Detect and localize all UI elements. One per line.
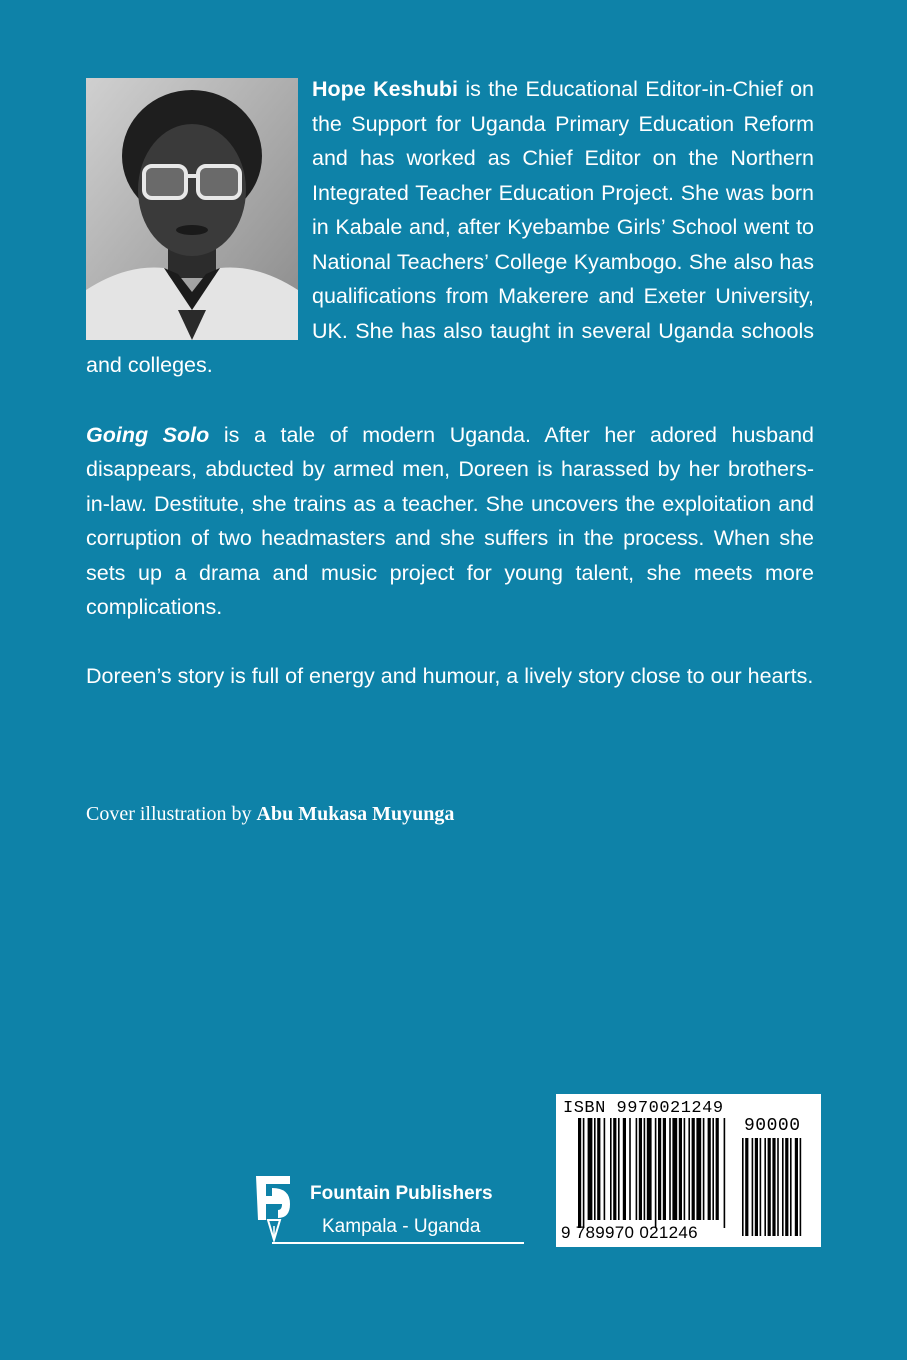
ean-digits: 9 789970 021246 [561, 1223, 698, 1242]
barcode-bar [672, 1118, 677, 1220]
barcode-bar [679, 1118, 682, 1220]
addon-bar [795, 1138, 798, 1236]
publisher-underline [272, 1242, 524, 1244]
addon-bar [768, 1138, 771, 1236]
author-bio-text: is the Educational Editor-in-Chief on the Support for Uganda Primary Education Reform and has worked as Chief Editor on the Northern Integrated Teacher Education Project. She was born in Kabale and, after Kyebambe Girls’ School went to National Teachers’ College Kyambogo. She also has qualifications from Makerere and Exeter University, UK. She has also taught in several Uganda schools and colleges. [86, 77, 814, 377]
barcode-bar [669, 1118, 671, 1220]
publisher-name: Fountain Publishers [310, 1183, 493, 1204]
barcode-bar [655, 1118, 657, 1228]
addon-bar [782, 1138, 784, 1236]
author-photo [86, 78, 298, 340]
barcode-bar [708, 1118, 711, 1220]
barcode-bar [594, 1118, 596, 1220]
synopsis-text: is a tale of modern Uganda. After her adored husband disappears, abducted by armed men, Doreen is harassed by her brothers-in-law. Destitute, she trains as a teacher. She uncovers the exploitation and corruption of two headmasters and she suffers in the process. When she sets up a drama and music project for young talent, she meets more complications. [86, 422, 815, 619]
barcode-bar [597, 1118, 600, 1220]
publisher-block [250, 1170, 525, 1248]
addon-bar [760, 1138, 762, 1236]
book-title: Going Solo [86, 422, 210, 447]
barcode-bar [663, 1118, 666, 1220]
barcode-bar [696, 1118, 701, 1220]
barcode-bar [712, 1118, 714, 1220]
addon-bar [764, 1138, 766, 1236]
barcode-bar [588, 1118, 593, 1220]
addon-bar [742, 1138, 744, 1236]
back-cover-text [86, 72, 814, 693]
barcode-bar [703, 1118, 705, 1220]
author-portrait-illustration [86, 78, 298, 340]
barcode-bar [716, 1118, 719, 1220]
barcode-bar [604, 1118, 606, 1220]
addon-bar [772, 1138, 775, 1236]
addon-bar [785, 1138, 788, 1236]
illustrator-name: Abu Mukasa Muyunga [256, 803, 455, 825]
barcode-bar [613, 1118, 616, 1220]
barcode-bar [644, 1118, 646, 1220]
barcode-bar [583, 1118, 585, 1228]
barcode-bar [623, 1118, 626, 1220]
addon-bar [800, 1138, 802, 1236]
publisher-location: Kampala - Uganda [322, 1216, 481, 1237]
barcode-bar [647, 1118, 652, 1220]
barcode-bar [658, 1118, 661, 1220]
addon-bar [745, 1138, 748, 1236]
barcode-bar [636, 1118, 638, 1220]
addon-bar [777, 1138, 779, 1236]
addon-bar [752, 1138, 754, 1236]
author-name: Hope Keshubi [312, 77, 458, 101]
addon-bar [755, 1138, 758, 1236]
barcode-bar [724, 1118, 726, 1228]
barcode-bar [639, 1118, 642, 1220]
credit-prefix: Cover illustration by [86, 803, 257, 825]
synopsis [86, 418, 814, 625]
barcode-bar [684, 1118, 686, 1220]
fountain-pen-logo-icon [250, 1170, 298, 1246]
addon-bar [790, 1138, 792, 1236]
barcode-bar [578, 1118, 581, 1228]
barcode-bar [610, 1118, 612, 1220]
isbn-label: ISBN 9970021249 [563, 1099, 724, 1118]
isbn-barcode [556, 1094, 821, 1247]
illustration-credit [86, 803, 454, 826]
barcode-bar [688, 1118, 690, 1220]
closing-remark: Doreen’s story is full of energy and humour, a lively story close to our hearts. [86, 663, 814, 688]
price-code: 90000 [744, 1116, 801, 1136]
barcode-bar [629, 1118, 631, 1220]
barcode-bar [618, 1118, 620, 1220]
barcode-bar [692, 1118, 695, 1220]
